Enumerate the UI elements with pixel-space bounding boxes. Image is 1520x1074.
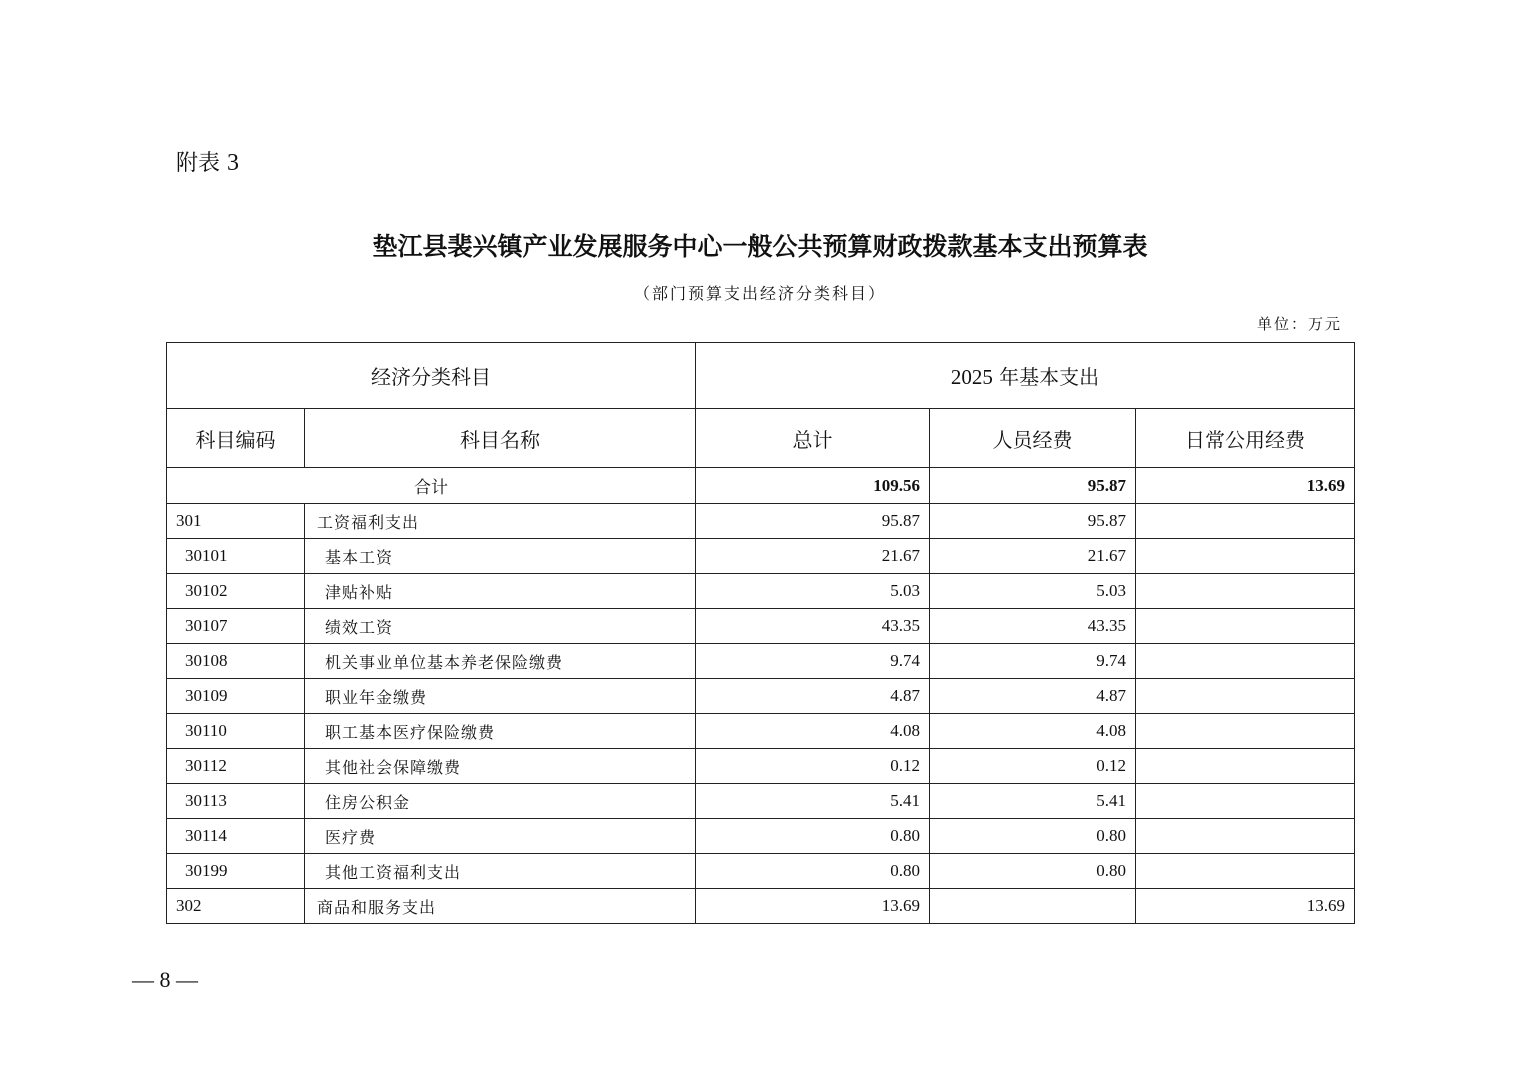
row-total: 0.12 [696,749,930,784]
row-public [1136,574,1355,609]
row-personnel: 43.35 [930,609,1136,644]
row-code: 30108 [167,644,305,679]
row-code: 30102 [167,574,305,609]
row-name: 津贴补贴 [305,574,696,609]
row-personnel: 0.80 [930,819,1136,854]
row-personnel: 4.08 [930,714,1136,749]
row-personnel: 5.03 [930,574,1136,609]
row-name: 其他工资福利支出 [305,854,696,889]
row-personnel: 9.74 [930,644,1136,679]
row-public [1136,609,1355,644]
table-row [167,819,1355,854]
row-public [1136,749,1355,784]
table-row [167,679,1355,714]
row-personnel: 0.12 [930,749,1136,784]
total-total: 109.56 [696,468,930,504]
total-public: 13.69 [1136,468,1355,504]
column-header-total: 总计 [696,409,930,468]
row-public [1136,679,1355,714]
row-total: 4.08 [696,714,930,749]
table-row [167,749,1355,784]
row-total: 43.35 [696,609,930,644]
row-code: 30114 [167,819,305,854]
row-personnel: 95.87 [930,504,1136,539]
row-public [1136,644,1355,679]
row-code: 30109 [167,679,305,714]
row-name: 其他社会保障缴费 [305,749,696,784]
row-personnel: 4.87 [930,679,1136,714]
table-row [167,889,1355,924]
row-code: 30112 [167,749,305,784]
row-code: 302 [167,889,305,924]
table-row [167,539,1355,574]
row-public [1136,784,1355,819]
row-name: 医疗费 [305,819,696,854]
table-row [167,504,1355,539]
group-header-economic-class: 经济分类科目 [167,343,696,409]
column-header-code: 科目编码 [167,409,305,468]
row-personnel: 0.80 [930,854,1136,889]
page-number: — 8 — [132,967,198,992]
total-row [167,468,1355,504]
row-code: 30113 [167,784,305,819]
row-name: 基本工资 [305,539,696,574]
column-header-personnel: 人员经费 [930,409,1136,468]
row-public [1136,714,1355,749]
row-code: 30107 [167,609,305,644]
table-row [167,574,1355,609]
row-total: 0.80 [696,819,930,854]
row-total: 9.74 [696,644,930,679]
row-total: 5.03 [696,574,930,609]
row-name: 绩效工资 [305,609,696,644]
row-name: 住房公积金 [305,784,696,819]
row-name: 职业年金缴费 [305,679,696,714]
table-row [167,609,1355,644]
table-row [167,854,1355,889]
total-label: 合计 [167,468,696,504]
row-name: 工资福利支出 [305,504,696,539]
row-personnel: 5.41 [930,784,1136,819]
row-code: 30101 [167,539,305,574]
row-total: 13.69 [696,889,930,924]
table-row [167,644,1355,679]
row-total: 4.87 [696,679,930,714]
table-row [167,784,1355,819]
header-year: 2025 [950,365,993,389]
budget-table [166,342,1355,924]
row-public [1136,819,1355,854]
row-total: 21.67 [696,539,930,574]
row-public [1136,504,1355,539]
attachment-text: 附表 [176,151,221,176]
row-name: 商品和服务支出 [305,889,696,924]
table-row [167,714,1355,749]
total-personnel: 95.87 [930,468,1136,504]
column-header-name: 科目名称 [305,409,696,468]
row-public [1136,854,1355,889]
row-name: 机关事业单位基本养老保险缴费 [305,644,696,679]
group-header-row [167,343,1355,409]
row-total: 0.80 [696,854,930,889]
document-subtitle: （部门预算支出经济分类科目） [633,284,886,303]
row-total: 5.41 [696,784,930,819]
row-name: 职工基本医疗保险缴费 [305,714,696,749]
attachment-label [176,146,239,177]
row-public [1136,539,1355,574]
row-total: 95.87 [696,504,930,539]
header-year-text: 年基本支出 [992,365,1100,389]
attachment-number: 3 [227,150,240,176]
column-header-public: 日常公用经费 [1136,409,1355,468]
row-personnel: 21.67 [930,539,1136,574]
row-code: 30199 [167,854,305,889]
row-public: 13.69 [1136,889,1355,924]
unit-label: 单位：万元 [1256,315,1342,333]
row-code: 301 [167,504,305,539]
column-header-row [167,409,1355,468]
row-code: 30110 [167,714,305,749]
row-personnel [930,889,1136,924]
group-header-basic-expenditure [696,343,1355,409]
document-title: 垫江县裴兴镇产业发展服务中心一般公共预算财政拨款基本支出预算表 [372,232,1148,261]
